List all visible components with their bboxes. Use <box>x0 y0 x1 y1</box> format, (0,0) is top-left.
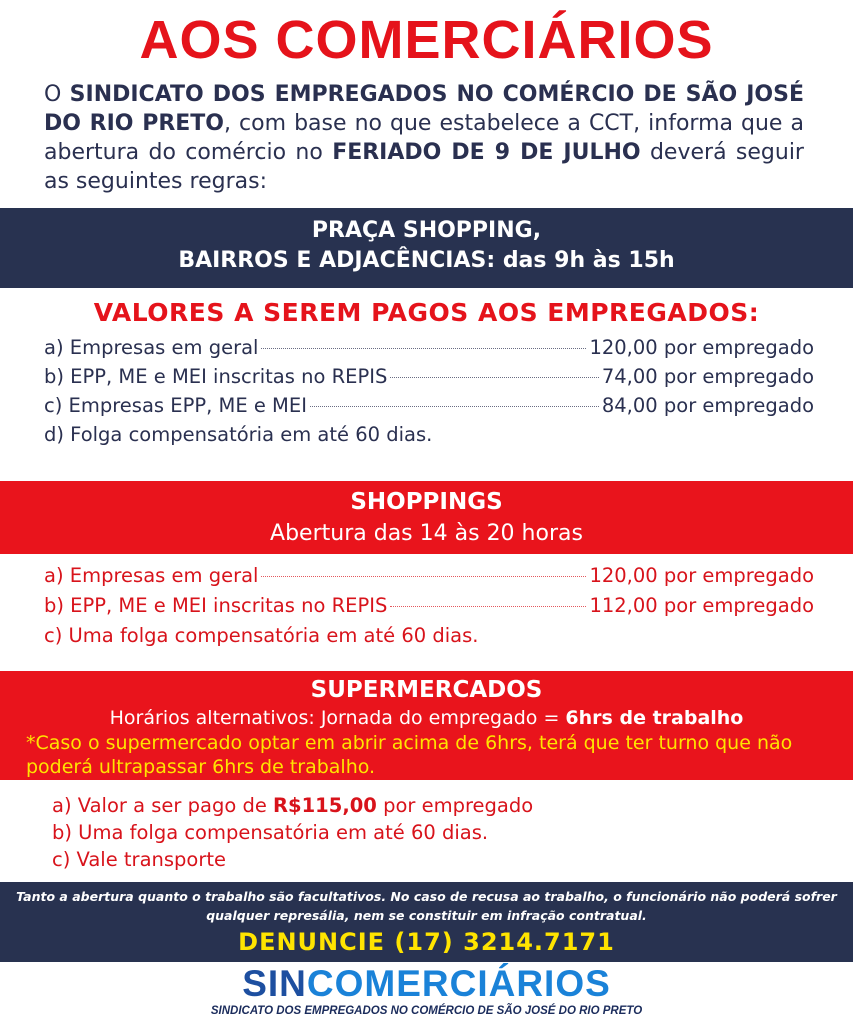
supermercados-subtitle-prefix: Horários alternativos: Jornada do empregado = <box>109 707 566 729</box>
shoppings-row-value: 112,00 por empregado <box>589 594 814 617</box>
shoppings-subtitle <box>0 519 853 549</box>
shoppings-row-label: a) Empresas em geral <box>44 564 259 587</box>
leader-dots <box>310 406 599 407</box>
intro-text-2: , com base no que estabelece a CCT, informa que a abertura do comércio no <box>44 111 804 165</box>
supermercados-title: SUPERMERCADOS <box>310 677 543 703</box>
supermercados-item-a-prefix: a) Valor a ser pago de <box>52 794 274 817</box>
valores-row-value: 120,00 por empregado <box>589 336 814 359</box>
intro-text-3: deverá seguir as seguintes regras: <box>44 140 804 194</box>
valores-title: VALORES A SEREM PAGOS AOS EMPREGADOS: <box>93 298 760 327</box>
valores-row-value: 84,00 por empregado <box>601 394 814 417</box>
leader-dots <box>261 348 586 349</box>
shoppings-extra: c) Uma folga compensatória em até 60 dias. <box>44 624 479 647</box>
logo-subtitle: SINDICATO DOS EMPREGADOS NO COMÉRCIO DE SÃO JOSÉ DO RIO PRETO <box>210 1005 643 1017</box>
valores-row <box>44 334 814 362</box>
intro-paragraph <box>44 80 804 196</box>
supermercados-value: R$115,00 <box>273 794 377 817</box>
valores-extra: d) Folga compensatória em até 60 dias. <box>44 423 433 446</box>
intro-union-name: SINDICATO DOS EMPREGADOS NO COMÉRCIO DE SÃO JOSÉ DO RIO PRETO <box>44 82 805 136</box>
footer-banner <box>0 882 853 962</box>
valores-row-label: c) Empresas EPP, ME e MEI <box>44 394 307 417</box>
logo-sin: SIN <box>242 963 307 1004</box>
supermercados-hours: 6hrs de trabalho <box>565 707 744 729</box>
logo-wordmark <box>0 964 853 1004</box>
valores-row <box>44 392 814 420</box>
valores-row-label: b) EPP, ME e MEI inscritas no REPIS <box>44 365 388 388</box>
leader-dots <box>390 606 586 607</box>
footer-disclaimer: Tanto a abertura quanto o trabalho são facultativos. No caso de recusa ao trabalho, o funcionário não poderá sofrer qualquer represália, nem se constituir em infração contratual. <box>16 889 837 923</box>
shoppings-row <box>44 562 814 590</box>
intro-text-1: O <box>44 82 70 107</box>
valores-row <box>44 363 814 391</box>
praca-banner <box>0 208 853 288</box>
praca-line-1: PRAÇA SHOPPING, <box>311 218 542 243</box>
shoppings-title: SHOPPINGS <box>350 489 503 515</box>
supermercados-note: *Caso o supermercado optar em abrir acima de 6hrs, terá que ter turno que não poderá ultrapassar 6hrs de trabalho. <box>26 732 793 778</box>
praca-line-2: BAIRROS E ADJACÊNCIAS: das 9h às 15h <box>178 248 675 273</box>
page-title: AOS COMERCIÁRIOS <box>139 10 714 70</box>
valores-row-label: a) Empresas em geral <box>44 336 259 359</box>
leader-dots <box>390 377 599 378</box>
shoppings-subtitle-hours: 14 às 20 horas <box>419 521 583 546</box>
supermercados-item-b: b) Uma folga compensatória em até 60 dias. <box>52 821 489 844</box>
shoppings-row-label: b) EPP, ME e MEI inscritas no REPIS <box>44 594 388 617</box>
denuncie-phone: DENUNCIE (17) 3214.7171 <box>238 928 615 956</box>
sincomerciarios-logo <box>0 964 853 1018</box>
supermercados-item-a <box>52 792 533 820</box>
shoppings-row <box>44 592 814 620</box>
shoppings-subtitle-prefix: Abertura das <box>270 521 420 546</box>
supermercados-subtitle <box>0 705 853 731</box>
logo-comerciarios: COMERCIÁRIOS <box>306 963 611 1004</box>
valores-row-value: 74,00 por empregado <box>601 365 814 388</box>
supermercados-banner <box>0 671 853 780</box>
intro-holiday: FERIADO DE 9 DE JULHO <box>332 140 641 165</box>
supermercados-item-c: c) Vale transporte <box>52 848 227 871</box>
shoppings-row-value: 120,00 por empregado <box>589 564 814 587</box>
shoppings-banner <box>0 481 853 554</box>
supermercados-item-a-suffix: por empregado <box>376 794 534 817</box>
leader-dots <box>261 576 586 577</box>
